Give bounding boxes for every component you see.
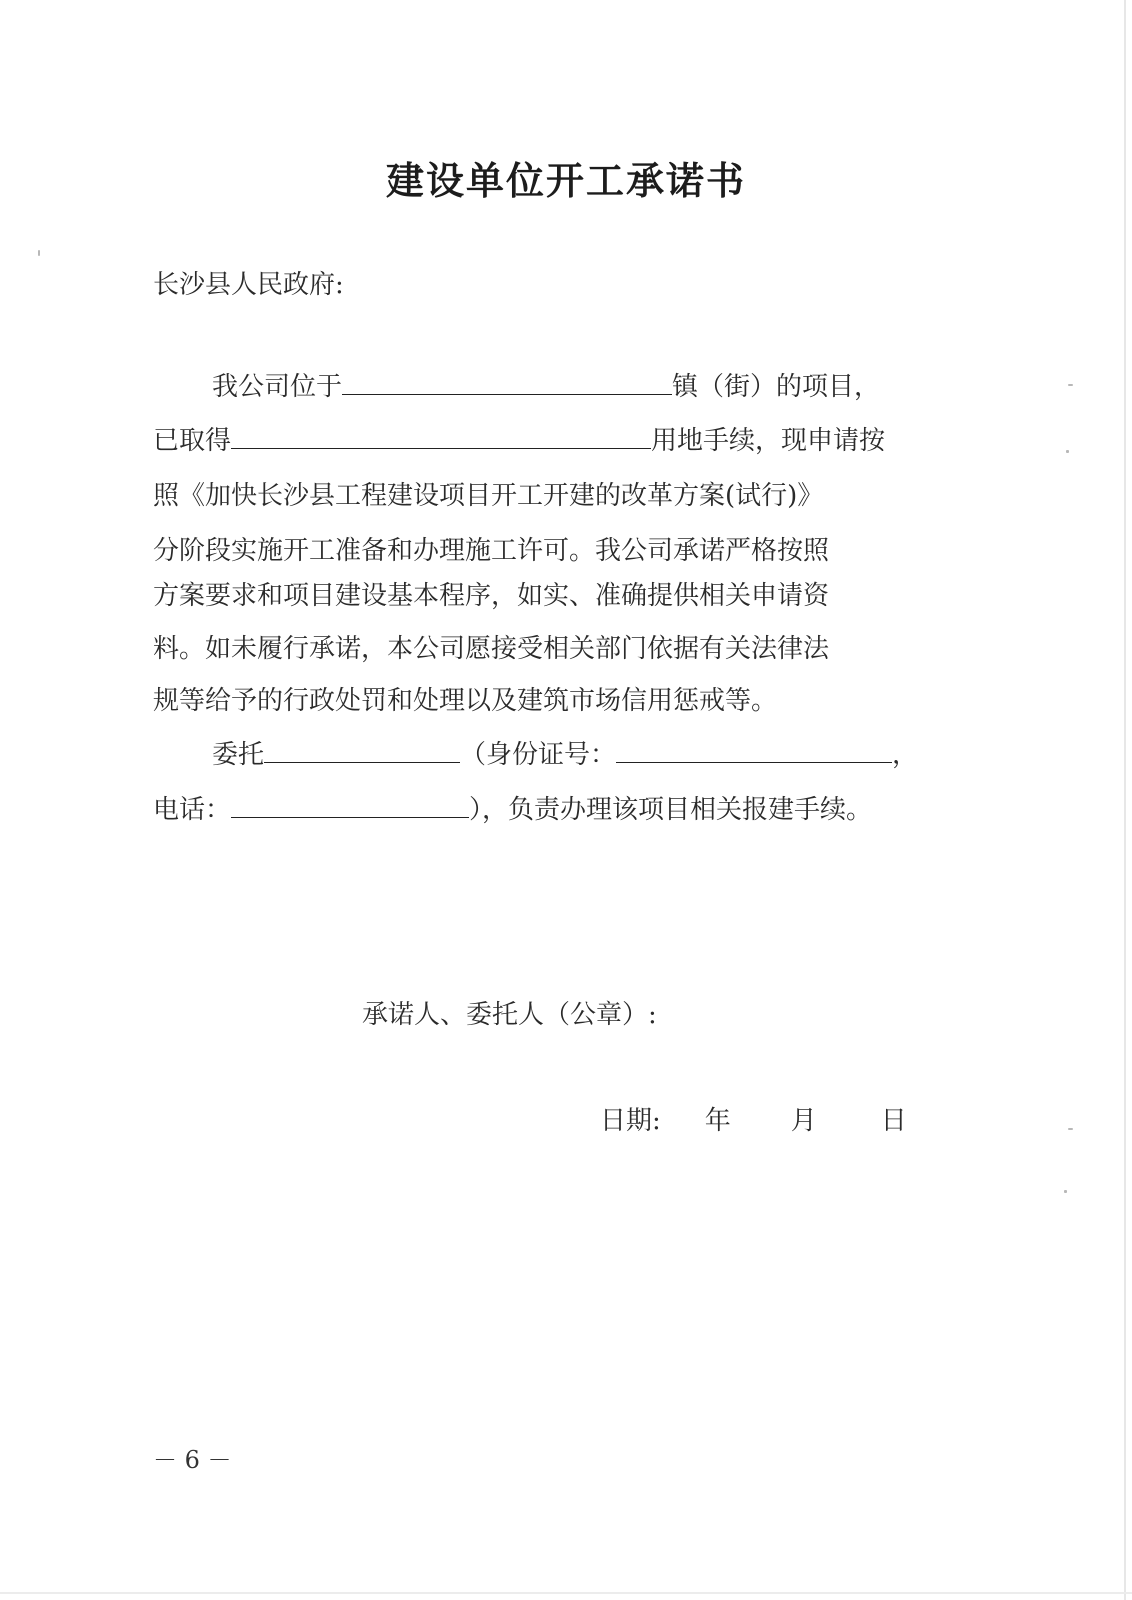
body-line-1-end: 镇（街）的项目， xyxy=(672,372,881,402)
delegate-label: 委托 xyxy=(212,740,265,770)
date-year: 年 xyxy=(704,1106,731,1136)
date-line xyxy=(600,1106,907,1136)
id-number-label: （身份证号： xyxy=(460,740,617,770)
body-line-2-start: 已取得 xyxy=(153,426,232,456)
body-line-4: 分阶段实施开工准备和办理施工许可。我公司承诺严格按照 xyxy=(153,536,830,566)
phone-line xyxy=(153,795,872,825)
phone-label: 电话： xyxy=(153,795,232,825)
scan-speck xyxy=(38,250,40,256)
phone-blank[interactable] xyxy=(231,795,469,818)
page-number: － 6 － xyxy=(153,1446,232,1474)
phone-line-tail: ），负责办理该项目相关报建手续。 xyxy=(469,795,873,825)
date-month: 月 xyxy=(790,1106,817,1136)
scan-edge-bottom xyxy=(0,1592,1132,1594)
land-procedure-blank[interactable] xyxy=(231,426,651,449)
body-line-2-end: 用地手续，现申请按 xyxy=(651,426,886,456)
body-line-6: 料。如未履行承诺，本公司愿接受相关部门依据有关法律法 xyxy=(153,634,830,664)
addressee: 长沙县人民政府: xyxy=(153,270,344,300)
body-line-5: 方案要求和项目建设基本程序，如实、准确提供相关申请资 xyxy=(153,581,830,611)
body-line-3: 照《加快长沙县工程建设项目开工开建的改革方案(试行)》 xyxy=(153,481,824,511)
delegate-line xyxy=(212,740,918,770)
scan-speck xyxy=(1068,384,1073,386)
body-line-1-start: 我公司位于 xyxy=(212,372,343,402)
body-line-2 xyxy=(153,426,885,456)
signature-label: 承诺人、委托人（公章）: xyxy=(362,1000,657,1030)
delegate-comma: ， xyxy=(892,740,919,770)
town-blank[interactable] xyxy=(342,372,672,395)
scan-speck xyxy=(1064,1190,1067,1193)
date-label: 日期: xyxy=(600,1106,661,1136)
scan-edge-right xyxy=(1124,0,1126,1600)
body-line-1 xyxy=(212,372,880,402)
document-title: 建设单位开工承诺书 xyxy=(385,159,746,203)
date-day: 日 xyxy=(880,1106,907,1136)
scan-speck xyxy=(1068,1128,1073,1130)
scan-speck xyxy=(1066,450,1069,453)
id-number-blank[interactable] xyxy=(616,740,892,763)
body-line-7: 规等给予的行政处罚和处理以及建筑市场信用惩戒等。 xyxy=(153,686,778,716)
delegate-name-blank[interactable] xyxy=(264,740,460,763)
